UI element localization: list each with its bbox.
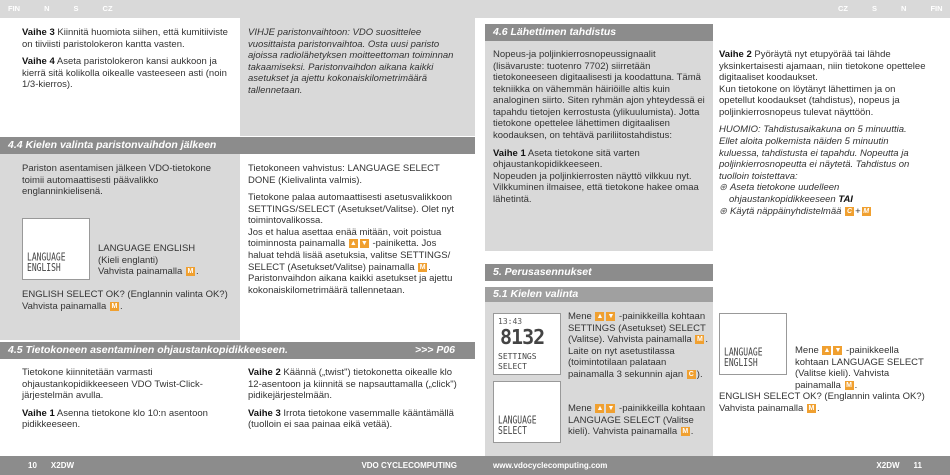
section-5-1-title: 5.1 Kielen valinta xyxy=(493,288,579,301)
lang-tab-n: N xyxy=(901,4,907,14)
s44-intro: Pariston asentamisen jälkeen VDO-tietokone toimii automaattisesti päävalikko englanninkielisenä. xyxy=(22,163,212,198)
s44-confirm-line1: ENGLISH SELECT OK? (Englannin valinta OK?) xyxy=(22,289,228,300)
s46-left-text xyxy=(493,49,705,212)
s46-p3: Kun tietokone on löytänyt lähettimen ja on opetellut koodaukset (tahdistus), nopeus ja poljinkierrosnopeus tulevat näyttöön. xyxy=(719,83,900,118)
bullet-icon: ⊛ xyxy=(719,205,727,217)
section-4-5-title: 4.5 Tietokoneen asentaminen ohjaustankopidikkeeseen. xyxy=(8,344,288,357)
left-footer-model: X2DW xyxy=(50,460,75,470)
bullet-icon: ⊛ xyxy=(719,182,727,194)
up-key-icon: ▲ xyxy=(596,312,604,320)
lcd-language-english xyxy=(22,218,90,280)
s44-lang-info xyxy=(98,243,238,278)
lcd-line-top: LANGUAGE xyxy=(498,414,537,426)
s45-left-text xyxy=(22,367,232,437)
up-key-icon: ▲ xyxy=(349,240,357,248)
s51-confirm-line2: Vahvista painamalla M . xyxy=(719,402,820,414)
lcd-settings-select xyxy=(493,313,561,375)
s46-p2: Nopeuden ja poljinkierrosten näyttö vilkkuu nyt. Vilkkuminen ilmaisee, että tietokone hakee omaa lähetintä. xyxy=(493,170,699,205)
down-key-icon: ▼ xyxy=(834,346,842,354)
s44-confirm-line2: Vahvista painamalla M . xyxy=(22,300,123,312)
s45-step1-text: Asenna tietokone klo 10:n asentoon pidikkeeseen. xyxy=(22,407,208,431)
s46-bullet1: ⊛ Aseta tietokone uudelleen ohjaustankopidikkeeseen TAI xyxy=(719,182,853,205)
step3-text: Kiinnitä huomiota siihen, että kumitiiviste on tiiviisti paristolokeron kantta vasten. xyxy=(22,27,228,50)
section-5-title: 5. Perusasennukset xyxy=(493,266,592,279)
lcd-clock: 13:43 xyxy=(498,317,523,326)
lcd-line-bottom: ENGLISH xyxy=(724,356,758,369)
down-key-icon: ▼ xyxy=(360,240,368,248)
s44-right-p1: Tietokoneen vahvistus: LANGUAGE SELECT DONE (Kielivalinta valmis). xyxy=(248,163,440,186)
s51-confirm xyxy=(719,391,929,414)
lcd-line-top: SETTINGS xyxy=(498,352,537,361)
section-4-4-heading xyxy=(0,137,475,154)
s44-lang-line2: (Kieli englanti) xyxy=(98,254,159,266)
right-footer xyxy=(475,456,950,475)
m-key-icon: M xyxy=(111,302,118,310)
lang-tab-n: N xyxy=(44,4,50,14)
section-4-4-title: 4.4 Kielen valinta paristonvaihdon jälkeen xyxy=(8,139,217,152)
s46-step2-label: Vaihe 2 xyxy=(719,49,752,60)
down-key-icon: ▼ xyxy=(607,404,615,412)
right-language-tabs xyxy=(838,0,943,18)
left-footer-brand: VDO CYCLECOMPUTING xyxy=(361,460,457,470)
left-page-number: 10 xyxy=(28,460,37,470)
m-key-icon: M xyxy=(419,263,426,271)
right-footer-model: X2DW xyxy=(876,460,900,470)
m-key-icon: M xyxy=(846,381,853,389)
section-4-5-heading xyxy=(0,342,475,359)
s44-confirm xyxy=(22,289,237,312)
footer-url: www.vdocyclecomputing.com xyxy=(493,460,608,470)
step3-label: Vaihe 3 xyxy=(22,27,55,38)
s45-step2-text: Käännä („twist") tietokonetta oikealle klo 12-asentoon ja kiinnitä se napsauttamalla („click") pidikejärjestelmään. xyxy=(248,367,457,402)
s46-or: TAI xyxy=(838,193,853,205)
lcd-language-english-2 xyxy=(719,313,787,375)
m-key-icon: M xyxy=(863,207,870,215)
lcd-big-digits: 8132 xyxy=(500,325,545,349)
lang-tab-cz: CZ xyxy=(102,4,113,14)
lcd-line-top: LANGUAGE xyxy=(27,251,66,263)
c-key-icon: C xyxy=(847,207,853,215)
left-top-steps xyxy=(22,27,232,97)
left-language-tabs xyxy=(8,0,137,18)
s44-right-column xyxy=(248,163,463,302)
m-key-icon: M xyxy=(696,336,703,344)
m-key-icon: M xyxy=(808,404,815,412)
s44-lang-line3: Vahvista painamalla M . xyxy=(98,266,199,278)
s44-right-p3: Jos et halua asettaa enää mitään, voit poistua toiminnosta painamalla ▲ ▼ -painiketta. Jos haluat tehdä lisää asetuksia, valitse SETTINGS/ SELECT (Asetukset/Valitse) painamalla M . Paristonvaihdon aikana kaikki asetukset ja ajettu kokonaiskilometrimäärä tallennetaan. xyxy=(248,226,453,296)
up-key-icon: ▲ xyxy=(596,404,604,412)
right-page-number: 11 xyxy=(913,460,922,470)
s51-instruction-2: Mene ▲ ▼ -painikkeilla kohtaan LANGUAGE SELECT (Valitse kieli). Vahvista painamalla M . xyxy=(568,403,706,438)
s46-right-text xyxy=(719,49,927,217)
section-4-6-heading xyxy=(485,24,713,41)
lang-tab-fin: FIN xyxy=(930,4,943,14)
m-key-icon: M xyxy=(187,268,194,276)
s45-step3-text: Irrota tietokone vasemmalle kääntämällä (tuolloin ei saa painaa eikä vetää). xyxy=(248,407,454,431)
s45-step1-label: Vaihe 1 xyxy=(22,407,55,419)
s46-note: HUOMIO: Tahdistusaikakuna on 5 minuuttia. Ellet aloita polkemista näiden 5 minuutin kuluessa, tahdistusta ei tapahdu. Nopeutta ja poljinkierrosnopeutta ei näytetä. Tahdistus on tuolloin toistettava: xyxy=(719,124,910,182)
tip-text: VIHJE paristonvaihtoon: VDO suosittelee vuosittaista paristonvaihtoa. Osta uusi paristo ajoissa radiolähetyksen moitteettoman toiminnan takaamiseksi. Paristonvaihdon aikana kaikki asetukset ja ajettu kokonaiskilometrimäärä tallennetaan. xyxy=(248,27,454,96)
s44-right-p2: Tietokone palaa automaattisesti asetusvalikkoon SETTINGS/SELECT (Asetukset/Valitse). Olet nyt toimintovalikossa. xyxy=(248,192,455,227)
s44-lang-line1: LANGUAGE ENGLISH xyxy=(98,243,196,254)
plus-sign: + xyxy=(855,205,861,217)
lcd-line-bottom: SELECT xyxy=(498,362,527,371)
lcd-line-bottom: SELECT xyxy=(498,424,527,437)
section-4-5-page-ref: >>> P06 xyxy=(415,344,455,357)
section-5-heading xyxy=(485,264,713,281)
down-key-icon: ▼ xyxy=(607,312,615,320)
s46-step1-label: Vaihe 1 xyxy=(493,147,526,159)
s45-step3-label: Vaihe 3 xyxy=(248,407,281,419)
step4-text: Aseta paristolokeron kansi aukkoon ja kierrä sitä kolikolla oikealle vasteeseen asti (noin 1/3-kierros). xyxy=(22,56,227,91)
lcd-line-top: LANGUAGE xyxy=(724,346,763,358)
s46-intro: Nopeus-ja poljinkierrosnopeussignaalit (lisävaruste: tuotenro 7702) siirretään tietokoneeseen digitaalisesti ja koodattuna. Tämä tekniikka on vähemmän häiriöille altis kuin analoginen siirto. Siten ryhmän ajon yhteydessä ei tapahdu tietojen kerrostusta (ylikuulumista). Jotta tietokone opettelee lähettimen digitaalisen koodauksen, on tehtävä pariliitostahdistus: xyxy=(493,49,705,142)
lang-tab-s: S xyxy=(872,4,878,14)
left-footer xyxy=(0,456,475,475)
s51-instruction-3: Mene ▲ ▼ -painikkeella kohtaan LANGUAGE SELECT (Valitse kieli). Vahvista painamalla M . xyxy=(795,345,924,391)
s45-intro: Tietokone kiinnitetään varmasti ohjaustankopidikkeeseen VDO Twist-Click-järjestelmän avulla. xyxy=(22,367,203,402)
section-5-1-heading xyxy=(485,287,713,302)
lcd-language-select xyxy=(493,381,561,443)
up-key-icon: ▲ xyxy=(823,346,831,354)
lang-tab-s: S xyxy=(73,4,79,14)
m-key-icon: M xyxy=(682,428,689,436)
c-key-icon: C xyxy=(688,370,694,378)
s45-step2-label: Vaihe 2 xyxy=(248,367,281,378)
lcd-line-bottom: ENGLISH xyxy=(27,261,61,274)
lang-tab-fin: FIN xyxy=(8,4,21,14)
section-4-6-title: 4.6 Lähettimen tahdistus xyxy=(493,26,617,39)
s51-confirm-line1: ENGLISH SELECT OK? (Englannin valinta OK?) xyxy=(719,391,925,402)
s51-instruction-1: Mene ▲ ▼ -painikkeilla kohtaan SETTINGS (Asetukset) SELECT (Valitse). Vahvista painamalla M . Laite on nyt asetustilassa (toimintotilaan palataan painamalla 3 sekunnin ajan C ). xyxy=(568,311,709,380)
s45-right-text xyxy=(248,367,463,437)
s46-step1-text: Aseta tietokone sitä varten ohjaustankopidikkeeseen. xyxy=(493,147,640,171)
step4-label: Vaihe 4 xyxy=(22,56,55,68)
s46-bullet2: ⊛ Käytä näppäinyhdistelmää C + M xyxy=(719,205,870,217)
s46-step2-text: Pyöräytä nyt etupyörää tai lähde yksinkertaisesti ajamaan, niin tietokone opettelee digitaaliset koodaukset. xyxy=(719,49,926,84)
lang-tab-cz: CZ xyxy=(838,4,848,14)
